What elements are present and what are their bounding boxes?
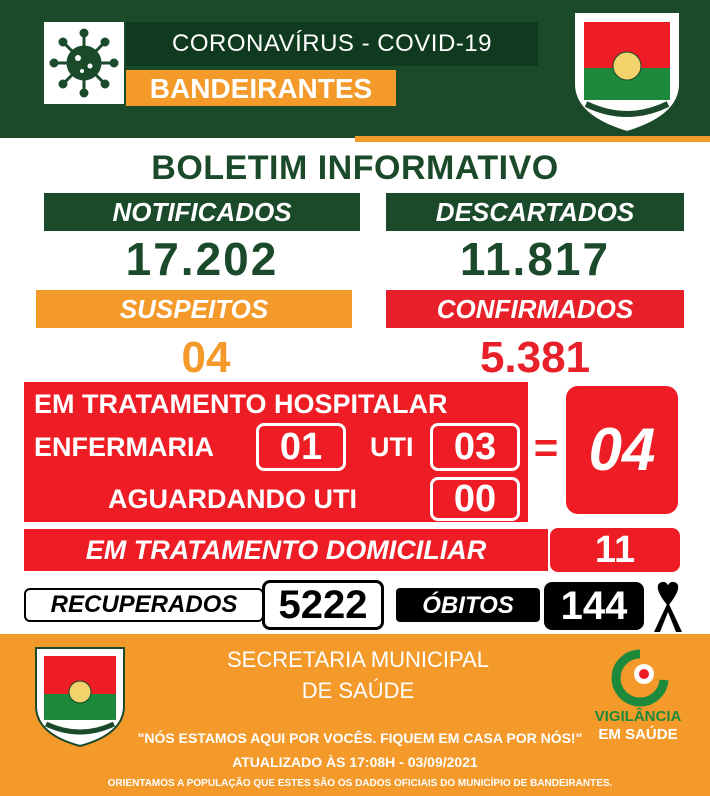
suspeitos-label: SUSPEITOS	[36, 290, 352, 328]
hospital-title: EM TRATAMENTO HOSPITALAR	[34, 389, 448, 419]
recuperados-value: 5222	[262, 580, 384, 630]
header-title: CORONAVÍRUS - COVID-19	[126, 22, 538, 66]
descartados-value: 11.817	[459, 233, 611, 285]
enfermaria-label: ENFERMARIA	[34, 432, 214, 462]
confirmados-value: 5.381	[479, 333, 591, 382]
suspeitos-value: 04	[181, 333, 231, 382]
domiciliar-value: 11	[550, 528, 680, 572]
mourning-ribbon-icon	[648, 580, 688, 634]
vigilancia-line2: EM SAÚDE	[598, 726, 678, 743]
footer-quote: "NÓS ESTAMOS AQUI POR VOCÊS. FIQUEM EM CASA POR NÓS!"	[137, 730, 583, 746]
notificados-value: 17.202	[125, 233, 279, 285]
notificados-label: NOTIFICADOS	[44, 193, 360, 231]
secretaria-line2: DE SAÚDE	[301, 678, 415, 703]
footer-orientation: ORIENTAMOS A POPULAÇÃO QUE ESTES SÃO OS DADOS OFICIAIS DO MUNICÍPIO DE BANDEIRANTES.	[107, 778, 613, 789]
aguardando-uti-value: 00	[430, 477, 520, 521]
header-city: BANDEIRANTES	[126, 70, 396, 106]
aguardando-uti-label: AGUARDANDO UTI	[108, 484, 357, 514]
confirmados-label: CONFIRMADOS	[386, 290, 684, 328]
secretaria-line1: SECRETARIA MUNICIPAL	[226, 647, 489, 672]
domiciliar-label: EM TRATAMENTO DOMICILIAR	[24, 529, 548, 571]
hospital-total: 04	[566, 386, 678, 514]
uti-value: 03	[430, 423, 520, 471]
updated-timestamp: ATUALIZADO ÀS 17:08H - 03/09/2021	[232, 754, 478, 770]
virus-icon	[44, 22, 124, 104]
descartados-label: DESCARTADOS	[386, 193, 684, 231]
obitos-value: 144	[544, 582, 644, 630]
vigilancia-line1: VIGILÂNCIA	[594, 708, 682, 725]
uti-label: UTI	[370, 432, 414, 462]
equals-sign: =	[533, 424, 559, 471]
bulletin-title: BOLETIM INFORMATIVO	[151, 149, 559, 187]
vigilancia-logo-icon	[604, 648, 676, 708]
enfermaria-value: 01	[256, 423, 346, 471]
city-crest-icon	[566, 4, 688, 140]
obitos-label: ÓBITOS	[396, 588, 540, 622]
recuperados-label: RECUPERADOS	[24, 588, 264, 622]
